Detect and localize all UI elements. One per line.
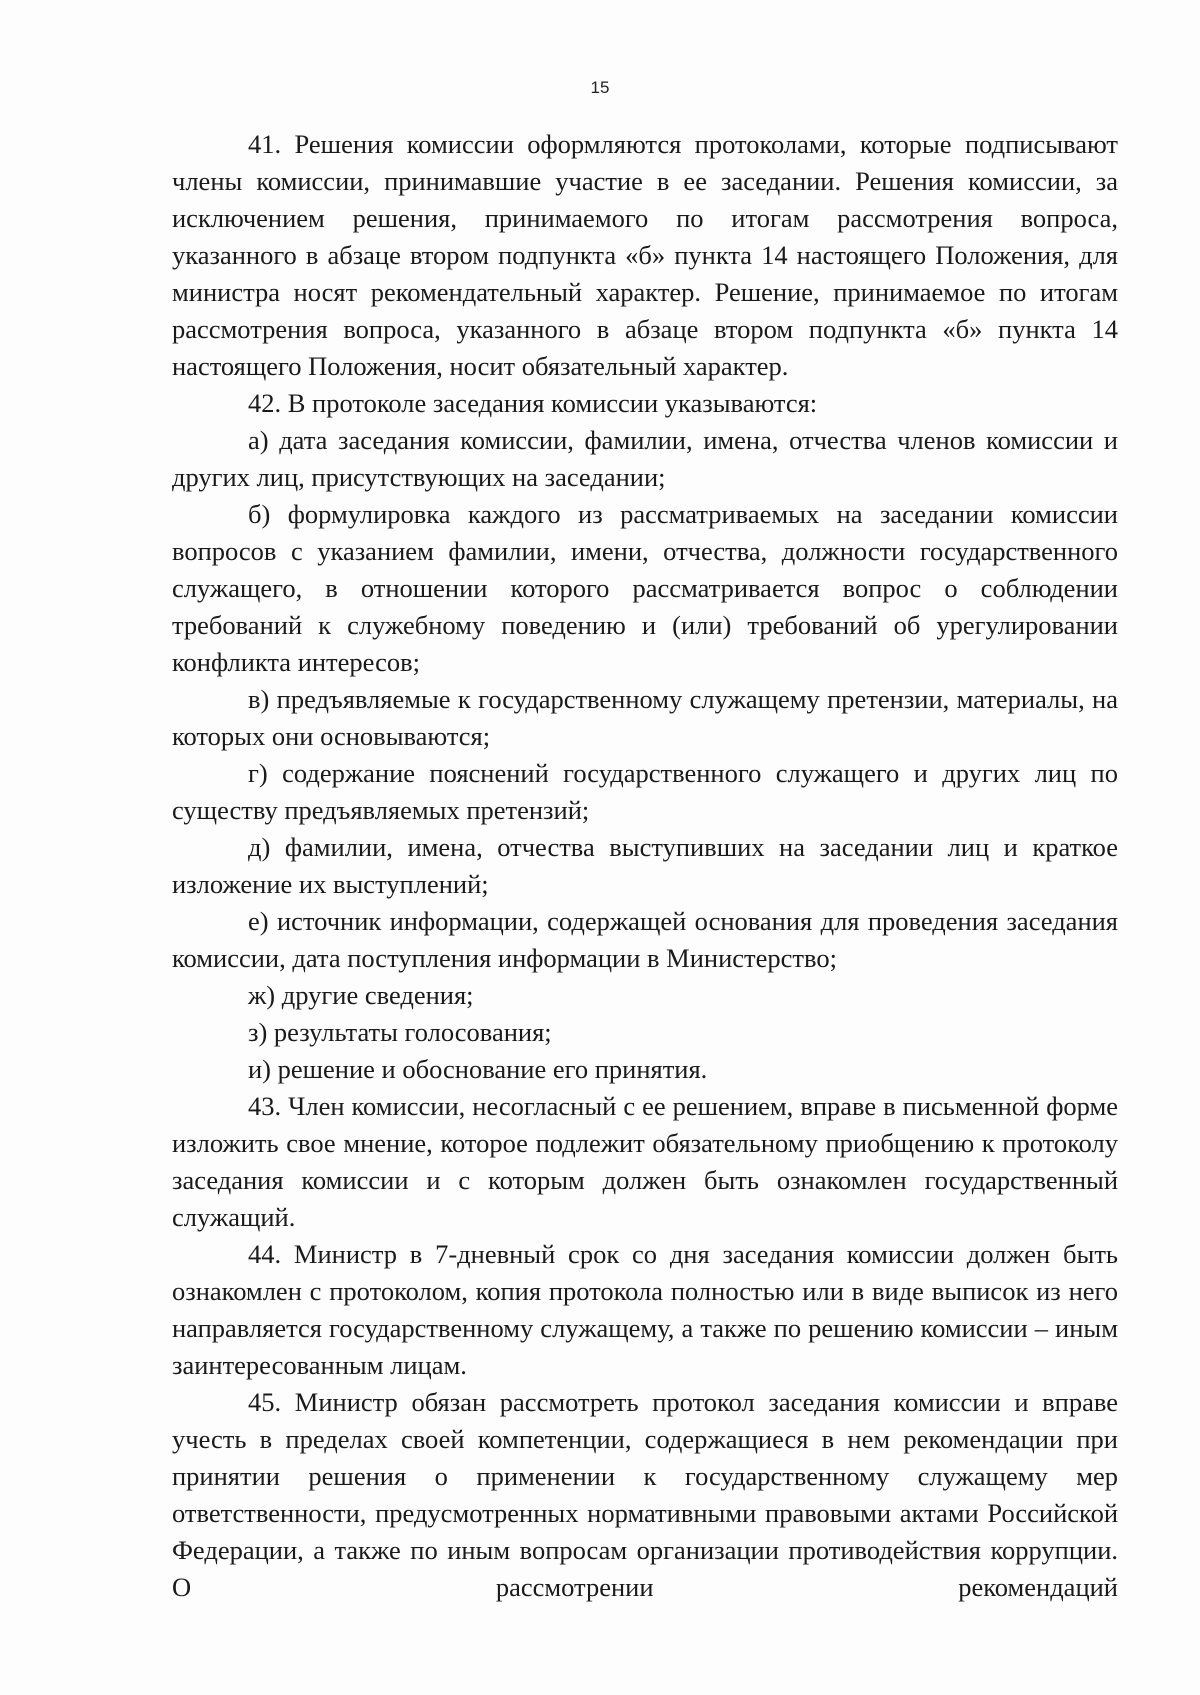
list-item-b: б) формулировка каждого из рассматриваемых на заседании комиссии вопросов с указанием фамилии, имени, отчества, должности государственного служащего, в отношении которого рассматривается вопрос о соблюдении требований к служебному поведению и (или) требований об урегулировании конфликта интересов; bbox=[172, 499, 1118, 677]
paragraph-43: 43. Член комиссии, несогласный с ее решением, вправе в письменной форме изложить свое мнение, которое подлежит обязательному приобщению к протоколу заседания комиссии и с которым должен быть ознакомлен государственный служащий. bbox=[172, 1091, 1118, 1232]
document-body bbox=[172, 126, 1118, 1606]
list-item-z: з) результаты голосования; bbox=[248, 1017, 552, 1047]
list-item-zh: ж) другие сведения; bbox=[248, 980, 474, 1010]
paragraph-41: 41. Решения комиссии оформляются протоколами, которые подписывают члены комиссии, принимавшие участие в ее заседании. Решения комиссии, за исключением решения, принимаемого по итогам рассмотрения вопроса, указанного в абзаце втором подпункта «б» пункта 14 настоящего Положения, для министра носят рекомендательный характер. Решение, принимаемое по итогам рассмотрения вопроса, указанного в абзаце втором подпункта «б» пункта 14 настоящего Положения, носит обязательный характер. bbox=[172, 129, 1118, 381]
paragraph-45: 45. Министр обязан рассмотреть протокол заседания комиссии и вправе учесть в пределах своей компетенции, содержащиеся в нем рекомендации при принятии решения о применении к государственному служащему мер ответственности, предусмотренных нормативными правовыми актами Российской Федерации, а также по иным вопросам организации противодействия коррупции. О рассмотрении рекомендаций bbox=[172, 1387, 1118, 1602]
list-item-i: и) решение и обоснование его принятия. bbox=[248, 1054, 708, 1084]
list-item-v: в) предъявляемые к государственному служащему претензии, материалы, на которых они основываются; bbox=[172, 684, 1118, 751]
paragraph-42: 42. В протоколе заседания комиссии указываются: bbox=[248, 388, 818, 418]
list-item-d: д) фамилии, имена, отчества выступивших на заседании лиц и краткое изложение их выступлений; bbox=[172, 832, 1118, 899]
paragraph-44: 44. Министр в 7-дневный срок со дня заседания комиссии должен быть ознакомлен с протоколом, копия протокола полностью или в виде выписок из него направляется государственному служащему, а также по решению комиссии – иным заинтересованным лицам. bbox=[172, 1239, 1118, 1380]
list-item-g: г) содержание пояснений государственного служащего и других лиц по существу предъявляемых претензий; bbox=[172, 758, 1118, 825]
page-number: 15 bbox=[590, 78, 610, 97]
list-item-a: а) дата заседания комиссии, фамилии, имена, отчества членов комиссии и других лиц, присутствующих на заседании; bbox=[172, 425, 1118, 492]
list-item-e: е) источник информации, содержащей основания для проведения заседания комиссии, дата поступления информации в Министерство; bbox=[172, 906, 1118, 973]
